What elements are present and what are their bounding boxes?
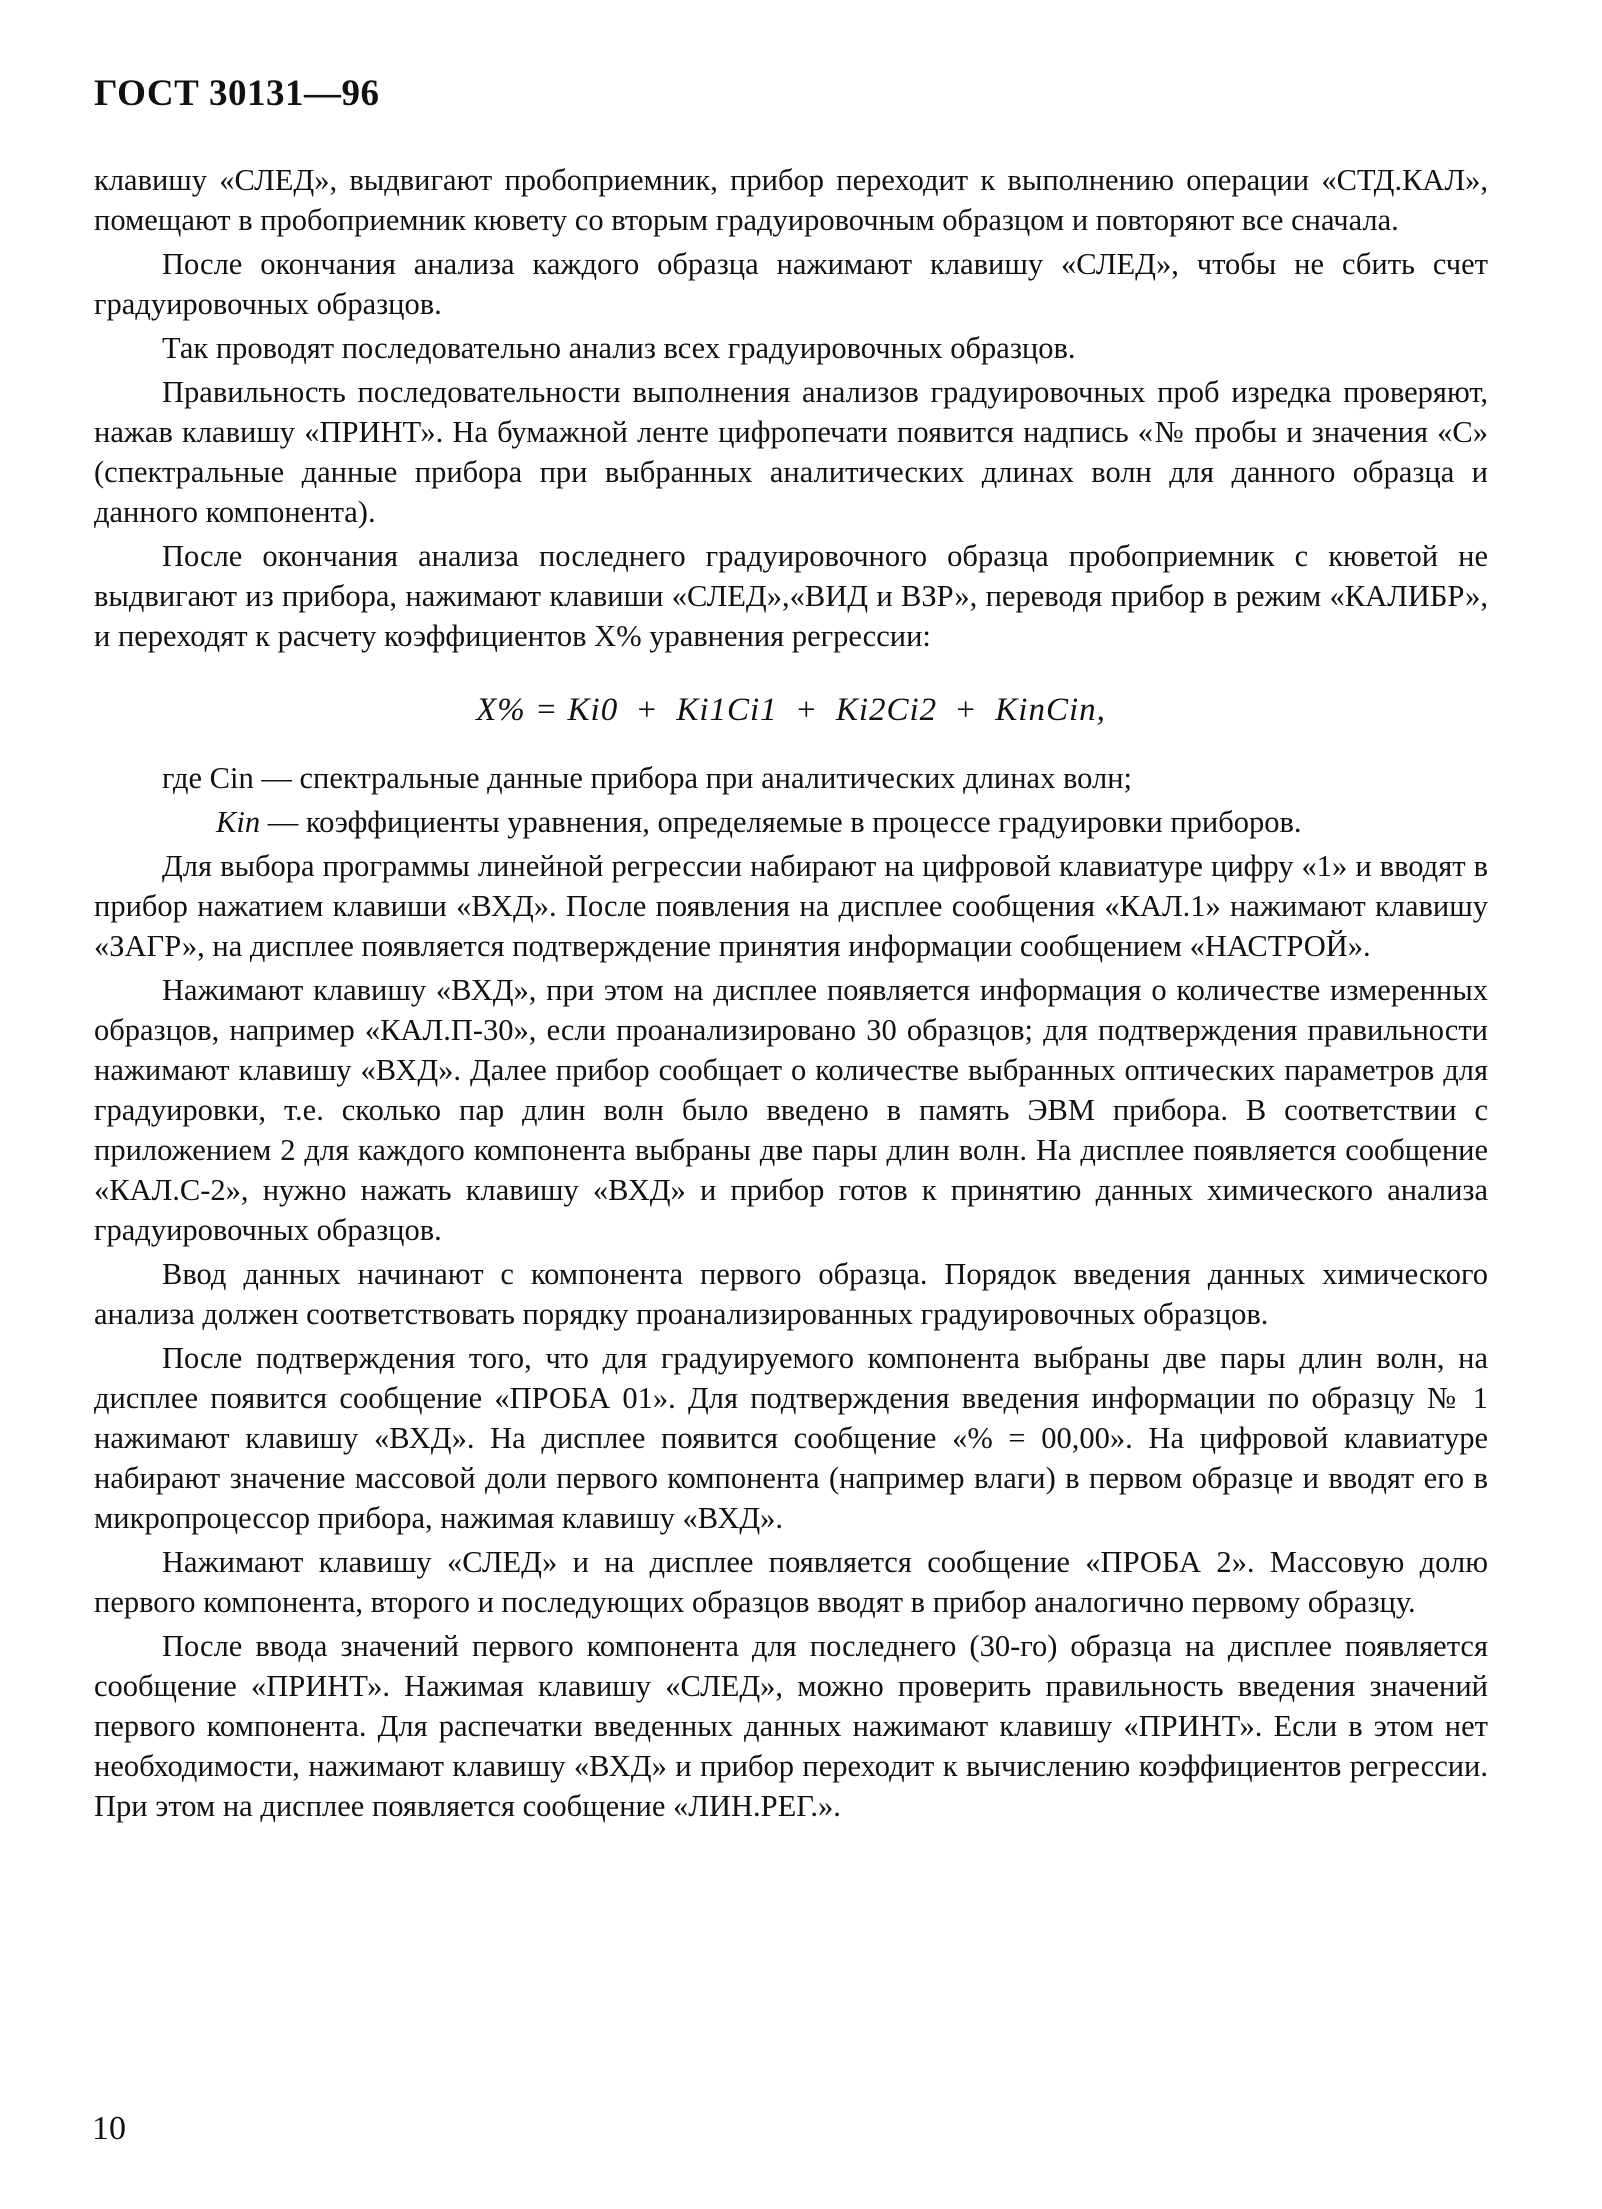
formula-term-n: KinCin, (995, 692, 1106, 728)
document-body (94, 160, 1488, 1830)
document-header: ГОСТ 30131—96 (94, 73, 380, 114)
paragraph-10: Нажимают клавишу «СЛЕД» и на дисплее появляется сообщение «ПРОБА 2». Массовую долю первого компонента, второго и последующих образцов вводят в прибор аналогично первому образцу. (94, 1545, 1488, 1619)
paragraph-4: Правильность последовательности выполнения анализов градуировочных проб изредка проверяют, нажав клавишу «ПРИНТ». На бумажной ленте цифропечати появится надпись «№ пробы и значения «С» (спектральные данные прибора при выбранных аналитических длинах волн для данного образца и данного компонента). (94, 375, 1488, 529)
paragraph-11: После ввода значений первого компонента для последнего (30-го) образца на дисплее появляется сообщение «ПРИНТ». Нажимая клавишу «СЛЕД», можно проверить правильность введения значений первого компонента. Для распечатки введенных данных нажимают клавишу «ПРИНТ». Если в этом нет необходимости, нажимают клавишу «ВХД» и прибор переходит к вычислению коэффициентов регрессии. При этом на дисплее появляется сообщение «ЛИН.РЕГ.». (94, 1629, 1488, 1823)
paragraph-2: После окончания анализа каждого образца нажимают клавишу «СЛЕД», чтобы не сбить счет градуировочных образцов. (94, 247, 1488, 321)
where-c-label: где Cin (162, 761, 254, 795)
where-c-line (94, 758, 1488, 798)
formula-term-0: Ki0 (567, 692, 619, 728)
paragraph-8: Ввод данных начинают с компонента первого образца. Порядок введения данных химического анализа должен соответствовать порядку проанализированных градуировочных образцов. (94, 1257, 1488, 1331)
paragraph-6: Для выбора программы линейной регрессии набирают на цифровой клавиатуре цифру «1» и вводят в прибор нажатием клавиши «ВХД». После появления на дисплее сообщения «КАЛ.1» нажимают клавишу «ЗАГР», на дисплее появляется подтверждение принятия информации сообщением «НАСТРОЙ». (94, 849, 1488, 963)
where-k-label: Kin (216, 805, 261, 839)
formula-lhs: X% = (476, 692, 559, 728)
paragraph-7: Нажимают клавишу «ВХД», при этом на дисплее появляется информация о количестве измеренных образцов, например «КАЛ.П-30», если проанализировано 30 образцов; для подтверждения правильности нажимают клавишу «ВХД». Далее прибор сообщает о количестве выбранных оптических параметров для градуировки, т.е. сколько пар длин волн было введено в память ЭВМ прибора. В соответствии с приложением 2 для каждого компонента выбраны две пары длин волн. На дисплее появляется сообщение «КАЛ.С-2», нужно нажать клавишу «ВХД» и прибор готов к принятию данных химического анализа градуировочных образцов. (94, 973, 1488, 1247)
where-k-line (94, 802, 1488, 842)
where-c-text: — спектральные данные прибора при аналитических длинах волн; (261, 761, 1133, 795)
paragraph-1: клавишу «СЛЕД», выдвигают пробоприемник, прибор переходит к выполнению операции «СТД.КАЛ», помещают в пробоприемник кювету со вторым градуировочным образцом и повторяют все сначала. (94, 163, 1488, 237)
paragraph-3: Так проводят последовательно анализ всех градуировочных образцов. (162, 331, 1076, 365)
regression-formula: X% = Ki0 + Ki1Ci1 + Ki2Ci2 + KinCin, (476, 692, 1106, 728)
where-k-text: — коэффициенты уравнения, определяемые в процессе градуировки приборов. (267, 805, 1302, 839)
formula-term-2: Ki2Ci2 (835, 692, 938, 728)
page-number: 10 (92, 2110, 126, 2147)
paragraph-5: После окончания анализа последнего градуировочного образца пробоприемник с кюветой не выдвигают из прибора, нажимают клавиши «СЛЕД»,«ВИД и ВЗР», переводя прибор в режим «КАЛИБР», и переходят к расчету коэффициентов X% уравнения регрессии: (94, 539, 1488, 653)
formula-term-1: Ki1Ci1 (676, 692, 778, 728)
paragraph-9: После подтверждения того, что для градуируемого компонента выбраны две пары длин волн, на дисплее появится сообщение «ПРОБА 01». Для подтверждения введения информации по образцу № 1 нажимают клавишу «ВХД». На дисплее появится сообщение «% = 00,00». На цифровой клавиатуре набирают значение массовой доли первого компонента (например влаги) в первом образце и вводят его в микропроцессор прибора, нажимая клавишу «ВХД». (94, 1341, 1488, 1535)
